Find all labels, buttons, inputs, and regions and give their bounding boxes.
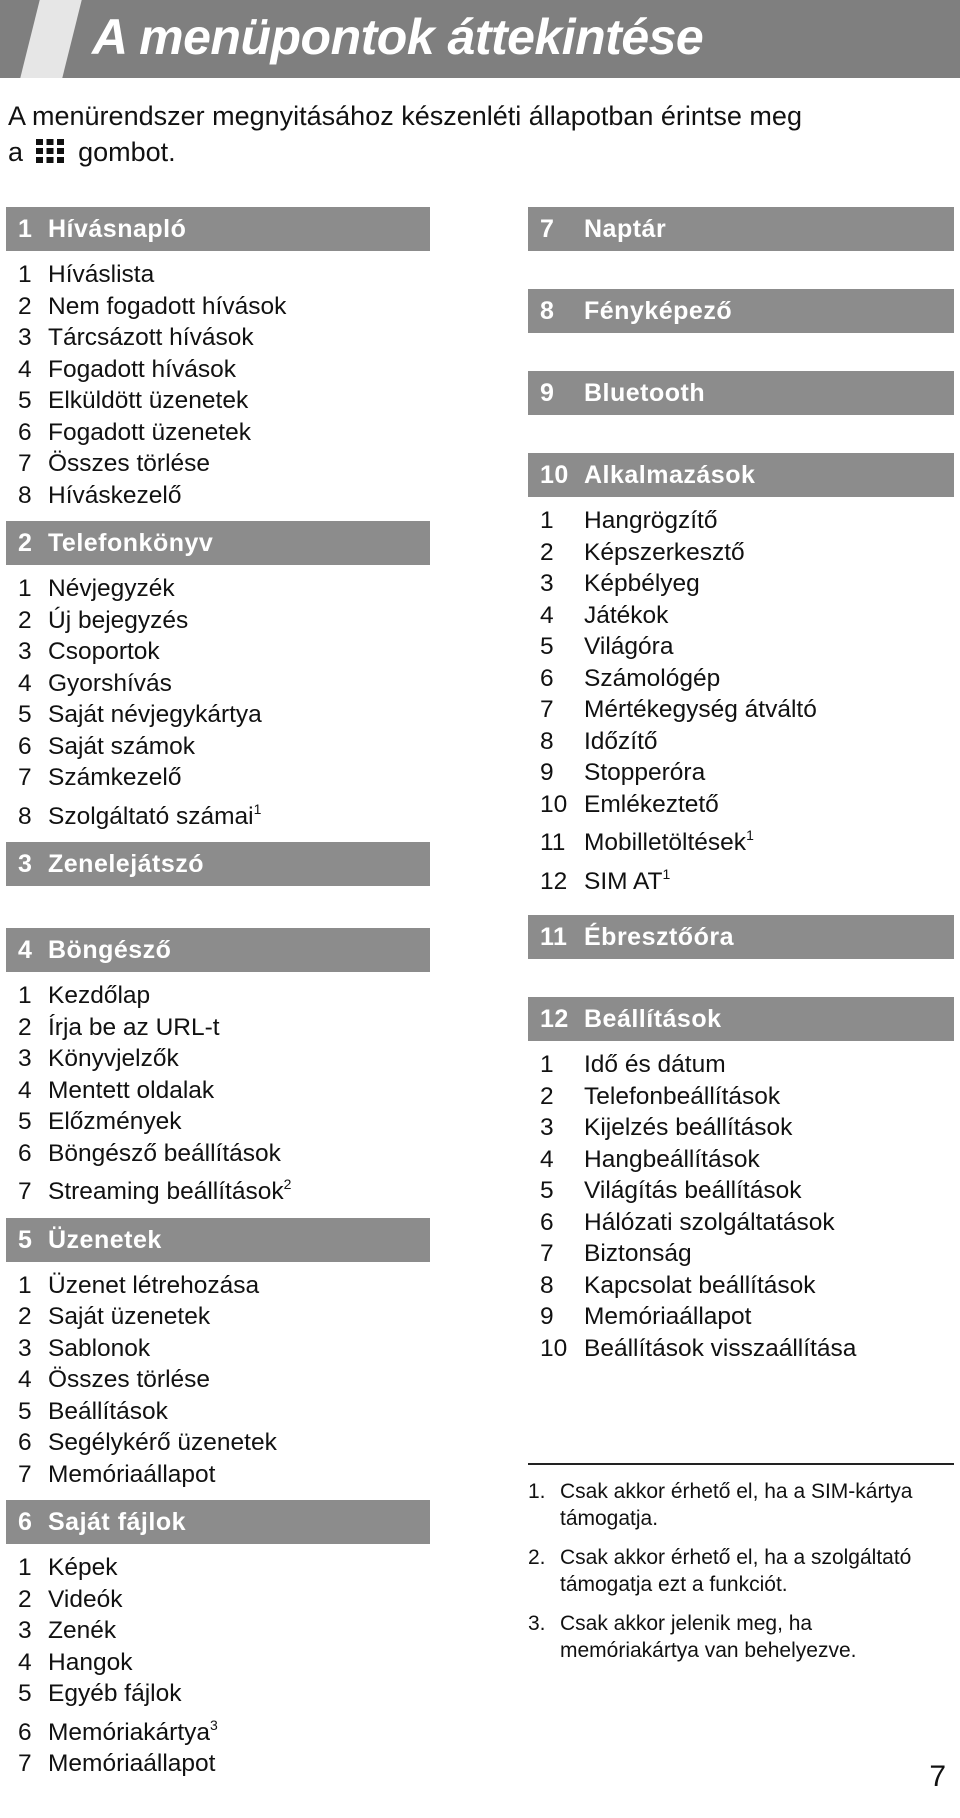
menu-item — [18, 354, 430, 386]
menu-item-label: Streaming beállítások — [48, 1178, 284, 1205]
menu-item-label: Számológép — [584, 664, 721, 692]
menu-item — [18, 417, 430, 449]
menu-item-number: 11 — [540, 829, 566, 856]
menu-item-label: Világóra — [584, 633, 674, 660]
menu-item-number: 5 — [18, 701, 32, 728]
menu-section — [528, 915, 954, 959]
menu-item-label: Híváslista — [48, 261, 155, 288]
menu-item — [540, 1301, 954, 1333]
menu-item-label: Stopperóra — [584, 759, 706, 786]
menu-item-number: 2 — [18, 606, 32, 634]
menu-item-number: 6 — [18, 1718, 32, 1746]
menu-item-label: Memóriaállapot — [584, 1303, 752, 1330]
section-header — [528, 453, 954, 497]
menu-item — [540, 505, 954, 537]
menu-item-label: Mentett oldalak — [48, 1076, 215, 1104]
section-header — [6, 1500, 430, 1544]
menu-item — [18, 1396, 430, 1428]
footnote-reference: 1 — [662, 865, 671, 882]
menu-item-number: 5 — [18, 387, 32, 414]
menu-item — [18, 668, 430, 700]
menu-item — [18, 1427, 430, 1459]
section-number: 8 — [540, 297, 555, 325]
menu-item — [540, 1112, 954, 1144]
section-number: 3 — [18, 850, 33, 878]
menu-item-number: 7 — [540, 1240, 554, 1267]
menu-item — [18, 573, 430, 605]
menu-item — [18, 1678, 430, 1710]
menu-item-label: Üzenet létrehozása — [48, 1271, 260, 1299]
section-header — [528, 997, 954, 1041]
menu-item-label: Tárcsázott hívások — [48, 324, 254, 351]
menu-item-number: 4 — [540, 601, 554, 629]
menu-item-number: 4 — [18, 355, 32, 383]
menu-item — [540, 537, 954, 569]
menu-item-label: SIM AT — [584, 867, 663, 895]
menu-item — [540, 600, 954, 632]
menu-item-label: Gyorshívás — [48, 669, 172, 697]
menu-item-label: Memóriaállapot — [48, 1750, 216, 1777]
menu-item-label: Csoportok — [48, 638, 160, 665]
section-title: Ébresztőóra — [584, 923, 734, 951]
footnote-number: 3. — [528, 1612, 546, 1635]
menu-item — [18, 1301, 430, 1333]
menu-item-label: Hangok — [48, 1648, 133, 1676]
menu-item-label: Képszerkesztő — [584, 538, 745, 566]
footnote-number: 1. — [528, 1480, 546, 1503]
menu-item — [18, 636, 430, 668]
menu-item-number: 1 — [18, 1554, 32, 1581]
menu-item — [18, 699, 430, 731]
left-menu-column — [6, 207, 430, 1790]
menu-item-number: 6 — [540, 664, 554, 692]
footnote — [528, 1544, 954, 1598]
menu-item-label: Hangrögzítő — [584, 507, 718, 534]
section-number: 11 — [540, 923, 568, 951]
section-number: 4 — [18, 936, 33, 964]
menu-item — [18, 1106, 430, 1138]
menu-section — [6, 1500, 430, 1790]
menu-item-number: 1 — [18, 982, 32, 1009]
menu-item-number: 9 — [540, 1303, 554, 1330]
menu-item-number: 2 — [18, 292, 32, 320]
menu-item — [540, 1144, 954, 1176]
menu-item-number: 6 — [18, 732, 32, 760]
menu-item — [18, 1710, 430, 1749]
menu-item-number: 5 — [540, 1177, 554, 1204]
menu-item-number: 2 — [540, 1082, 554, 1110]
menu-section — [6, 207, 430, 521]
section-item-list — [6, 565, 430, 842]
menu-item — [540, 789, 954, 821]
menu-section — [528, 371, 954, 415]
menu-item-label: Elküldött üzenetek — [48, 387, 249, 414]
menu-item — [540, 1207, 954, 1239]
menu-item-number: 5 — [18, 1108, 32, 1135]
menu-item — [18, 762, 430, 794]
menu-item — [18, 1615, 430, 1647]
page-title: A menüpontok áttekintése — [92, 9, 704, 65]
intro-paragraph — [8, 98, 958, 170]
section-number: 7 — [540, 215, 555, 243]
title-bar — [0, 0, 960, 78]
menu-item-label: Képbélyeg — [584, 570, 700, 597]
menu-item — [540, 726, 954, 758]
menu-item-number: 2 — [540, 538, 554, 566]
menu-item-number: 1 — [18, 575, 32, 602]
menu-item-number: 7 — [18, 1460, 32, 1488]
menu-item-number: 1 — [18, 1271, 32, 1299]
menu-item — [18, 448, 430, 480]
menu-item — [540, 1175, 954, 1207]
menu-item — [18, 1647, 430, 1679]
section-title: Naptár — [584, 215, 667, 243]
page-number: 7 — [929, 1760, 946, 1793]
menu-item-label: Beállítások — [48, 1397, 168, 1425]
menu-section — [528, 289, 954, 333]
menu-item-number: 10 — [540, 1334, 568, 1362]
section-number: 12 — [540, 1005, 569, 1033]
menu-section — [6, 521, 430, 842]
menu-item — [540, 820, 954, 859]
menu-item — [18, 1012, 430, 1044]
menu-item-number: 8 — [540, 727, 554, 755]
menu-item — [18, 322, 430, 354]
menu-item-number: 6 — [540, 1208, 554, 1236]
menu-item-number: 3 — [18, 1334, 32, 1362]
section-title: Saját fájlok — [48, 1508, 186, 1536]
section-item-list — [6, 1544, 430, 1790]
footnote — [528, 1610, 954, 1664]
menu-item-label: Írja be az URL-t — [48, 1013, 220, 1041]
menu-item-number: 1 — [18, 261, 32, 288]
menu-item-label: Saját névjegykártya — [48, 701, 262, 728]
menu-item-number: 10 — [540, 790, 568, 818]
menu-item-label: Számkezelő — [48, 764, 182, 791]
menu-item-number: 12 — [540, 867, 568, 895]
section-header — [528, 207, 954, 251]
menu-item — [540, 1270, 954, 1302]
menu-item-label: Előzmények — [48, 1108, 182, 1135]
menu-item-label: Idő és dátum — [584, 1051, 726, 1078]
menu-item — [18, 259, 430, 291]
menu-item-number: 6 — [18, 1429, 32, 1456]
menu-item — [18, 480, 430, 512]
menu-item-label: Összes törlése — [48, 1366, 211, 1393]
section-header — [528, 289, 954, 333]
menu-item — [18, 605, 430, 637]
section-title: Fényképező — [584, 297, 733, 325]
menu-item-label: Szolgáltató számai — [48, 802, 254, 830]
section-header — [6, 842, 430, 886]
menu-item-number: 8 — [18, 802, 32, 830]
menu-item — [540, 663, 954, 695]
menu-item-number: 9 — [540, 759, 554, 786]
section-number: 6 — [18, 1508, 33, 1536]
footnote-reference: 2 — [283, 1176, 292, 1192]
menu-item-number: 4 — [18, 1076, 32, 1104]
menu-item-label: Saját üzenetek — [48, 1303, 211, 1330]
menu-item-number: 4 — [18, 669, 32, 697]
menu-item-number: 5 — [18, 1397, 32, 1425]
section-header — [6, 928, 430, 972]
menu-item-number: 5 — [18, 1680, 32, 1707]
menu-item-label: Biztonság — [584, 1240, 692, 1267]
menu-item-number: 8 — [540, 1271, 554, 1299]
footnote-text: Csak akkor jelenik meg, ha memóriakártya van behelyezve. — [560, 1612, 857, 1662]
section-number: 10 — [540, 461, 569, 489]
section-title: Böngésző — [48, 936, 172, 964]
menu-item — [18, 1364, 430, 1396]
menu-item-number: 7 — [18, 764, 32, 791]
footnote-reference: 1 — [746, 827, 754, 843]
menu-item — [18, 1075, 430, 1107]
section-number: 9 — [540, 379, 555, 407]
menu-item — [18, 1333, 430, 1365]
menu-item-label: Hálózati szolgáltatások — [584, 1208, 835, 1236]
section-header — [528, 915, 954, 959]
menu-item-label: Kapcsolat beállítások — [584, 1271, 816, 1299]
menu-item — [540, 1081, 954, 1113]
menu-item — [18, 731, 430, 763]
footnote — [528, 1478, 954, 1532]
menu-section — [6, 842, 430, 886]
menu-item-label: Világítás beállítások — [584, 1177, 802, 1204]
section-title: Alkalmazások — [584, 461, 756, 489]
menu-item — [540, 694, 954, 726]
menu-item-label: Videók — [48, 1585, 123, 1613]
menu-item — [540, 631, 954, 663]
menu-item-number: 3 — [18, 1617, 32, 1644]
menu-item-label: Egyéb fájlok — [48, 1680, 182, 1707]
menu-item-number: 5 — [540, 633, 554, 660]
section-header — [6, 521, 430, 565]
menu-item-label: Képek — [48, 1554, 118, 1581]
section-item-list — [6, 972, 430, 1218]
menu-item — [18, 385, 430, 417]
menu-item-label: Mobilletöltések — [584, 829, 747, 856]
menu-item-number: 1 — [540, 1051, 554, 1078]
menu-item-number: 7 — [18, 450, 32, 477]
menu-item-number: 4 — [18, 1648, 32, 1676]
menu-item-number: 7 — [540, 696, 554, 723]
menu-item-label: Hangbeállítások — [584, 1145, 760, 1173]
footnote-text: Csak akkor érhető el, ha a szolgáltató támogatja ezt a funkciót. — [560, 1546, 912, 1596]
menu-item-label: Új bejegyzés — [48, 606, 189, 634]
menu-item-label: Memóriakártya — [48, 1718, 211, 1746]
section-title: Bluetooth — [584, 379, 706, 407]
menu-item — [18, 1270, 430, 1302]
menu-item-number: 2 — [18, 1013, 32, 1041]
section-title: Üzenetek — [48, 1225, 162, 1254]
menu-section — [6, 1218, 430, 1501]
intro-text-first: A menürendszer megnyitásához készenléti állapotban érintse meg — [8, 101, 802, 131]
section-item-list — [6, 1262, 430, 1501]
menu-item — [540, 859, 954, 898]
menu-item — [18, 291, 430, 323]
menu-item-number: 2 — [18, 1585, 32, 1613]
menu-item-number: 3 — [540, 1114, 554, 1141]
footnote-reference: 1 — [253, 800, 262, 817]
menu-item — [540, 1333, 954, 1365]
menu-item-number: 3 — [18, 324, 32, 351]
section-header — [6, 1218, 430, 1262]
menu-item-number: 4 — [18, 1366, 32, 1393]
menu-section — [6, 928, 430, 1218]
menu-item-label: Játékok — [584, 601, 669, 629]
menu-item — [18, 980, 430, 1012]
menu-item — [18, 1584, 430, 1616]
menu-item-label: Kezdőlap — [48, 982, 151, 1009]
menu-item — [18, 1169, 430, 1208]
menu-item-label: Memóriaállapot — [48, 1460, 216, 1488]
menu-item-label: Nem fogadott hívások — [48, 292, 287, 320]
menu-section — [528, 453, 954, 907]
menu-item-label: Fogadott üzenetek — [48, 418, 251, 446]
right-menu-column — [528, 207, 954, 1374]
menu-item-label: Könyvjelzők — [48, 1045, 179, 1072]
footnote-reference: 3 — [210, 1716, 218, 1733]
section-title: Zenelejátszó — [48, 850, 205, 878]
title-slash-decoration — [20, 0, 81, 78]
menu-item-number: 4 — [540, 1145, 554, 1173]
menu-item-number: 3 — [18, 638, 32, 665]
menu-item — [540, 1049, 954, 1081]
menu-item — [18, 1138, 430, 1170]
menu-item — [18, 1748, 430, 1780]
menu-item-label: Híváskezelő — [48, 481, 182, 509]
menu-item-label: Emlékeztető — [584, 790, 719, 818]
menu-item-number: 8 — [18, 481, 32, 509]
footnote-list — [528, 1478, 954, 1676]
footnote-divider — [528, 1463, 954, 1465]
section-number: 2 — [18, 529, 33, 557]
menu-item-number: 2 — [18, 1303, 32, 1330]
menu-item-label: Böngésző beállítások — [48, 1139, 281, 1167]
menu-item-label: Telefonbeállítások — [584, 1082, 781, 1110]
menu-item-number: 7 — [18, 1750, 32, 1777]
menu-item-label: Segélykérő üzenetek — [48, 1429, 277, 1456]
menu-section — [528, 997, 954, 1374]
menu-item-label: Beállítások visszaállítása — [584, 1334, 857, 1362]
section-item-list — [6, 251, 430, 521]
menu-item-label: Mértékegység átváltó — [584, 696, 817, 723]
section-number: 5 — [18, 1225, 33, 1254]
section-header — [6, 207, 430, 251]
menu-item-label: Időzítő — [584, 727, 658, 755]
intro-text-end: gombot. — [78, 137, 176, 167]
menu-item-number: 7 — [18, 1178, 32, 1205]
menu-item-number: 1 — [540, 507, 554, 534]
menu-item-number: 6 — [18, 1139, 32, 1167]
menu-item — [540, 1238, 954, 1270]
section-title: Hívásnapló — [48, 215, 187, 243]
menu-item — [540, 568, 954, 600]
menu-item — [18, 794, 430, 833]
menu-item-label: Kijelzés beállítások — [584, 1114, 793, 1141]
menu-item-label: Saját számok — [48, 732, 196, 760]
section-item-list — [528, 497, 954, 907]
section-header — [528, 371, 954, 415]
menu-item — [540, 757, 954, 789]
menu-item-number: 3 — [540, 570, 554, 597]
footnote-number: 2. — [528, 1546, 546, 1569]
menu-item-label: Zenék — [48, 1617, 117, 1644]
menu-item-label: Fogadott hívások — [48, 355, 236, 383]
grid-menu-icon — [35, 137, 65, 165]
menu-item — [18, 1552, 430, 1584]
menu-item-label: Összes törlése — [48, 450, 211, 477]
menu-item — [18, 1043, 430, 1075]
menu-item-label: Sablonok — [48, 1334, 151, 1362]
menu-item-number: 3 — [18, 1045, 32, 1072]
menu-item — [18, 1459, 430, 1491]
menu-section — [528, 207, 954, 251]
footnote-text: Csak akkor érhető el, ha a SIM-kártya támogatja. — [560, 1480, 913, 1530]
menu-item-label: Névjegyzék — [48, 575, 175, 602]
section-title: Telefonkönyv — [48, 529, 214, 557]
section-number: 1 — [18, 215, 33, 243]
section-title: Beállítások — [584, 1005, 722, 1033]
intro-text-a: a — [8, 137, 24, 167]
menu-item-number: 6 — [18, 418, 32, 446]
section-item-list — [528, 1041, 954, 1374]
